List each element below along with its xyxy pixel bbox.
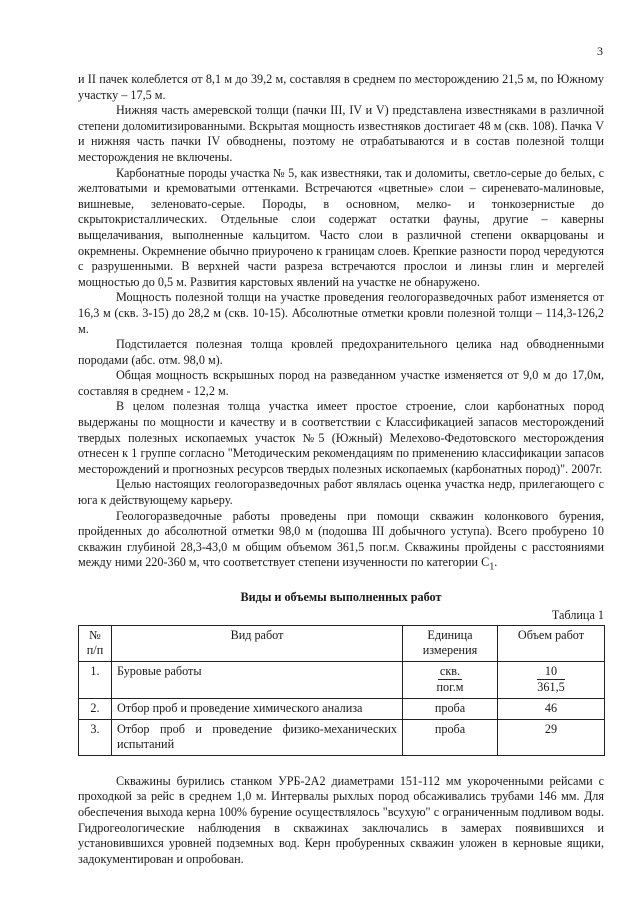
- paragraph: Мощность полезной толщи на участке проведения геологоразведочных работ изменяется от 16,3 м (скв. 3-15) до 28,2 м (скв. 10-15). Абсолютные отметки кровли полезной толщи – 114,3-126,2 м.: [78, 290, 604, 336]
- cell-num: 3.: [79, 719, 112, 755]
- paragraph-text: Геологоразведочные работы проведены при помощи скважин колонкового бурения, пройденных до абсолютной отметки 98,0 м (подошва III добычного уступа). Всего пробурено 10 скважин глубиной 28,3-43,0 м общим объемом 361,5 пог.м. Скважины пройдены с расстояниями между ними 220-360 м, что соответствует степени изученности по категории С: [78, 508, 604, 570]
- cell-num: 1.: [79, 661, 112, 698]
- volume-numerator: 10: [537, 664, 565, 681]
- cell-volume: 46: [498, 699, 605, 720]
- cell-volume: 29: [498, 719, 605, 755]
- paragraph: Подстилается полезная толща кровлей предохранительного целика над обводненными породами (абс. отм. 98,0 м).: [78, 337, 604, 367]
- unit-numerator: скв.: [438, 664, 462, 681]
- paragraph: Нижняя часть амеревской толщи (пачки III, IV и V) представлена известняками в различной степени доломитизированными. Вскрытая мощность известняков достигает 48 м (скв. 108). Пачка V и нижняя часть пачки IV обводнены, поэтому не отрабатываются и в состав полезной толщи месторождения не включены.: [78, 103, 604, 164]
- header-num: № п/п: [79, 625, 112, 661]
- paragraph: Целью настоящих геологоразведочных работ являлась оценка участка недр, прилегающего с юга к действующему карьеру.: [78, 477, 604, 508]
- table-row: [79, 661, 605, 698]
- unit-denominator: пог.м: [436, 680, 464, 695]
- paragraph-tail: .: [494, 555, 498, 570]
- cell-unit: проба: [403, 699, 498, 720]
- paragraph: В целом полезная толща участка имеет простое строение, слои карбонатных пород выдержаны по мощности и качеству и в соответствии с Классификацией запасов месторождений твердых полезных ископаемых участок №5 (Южный) Мелехово-Федотовского месторождения отнесен к 1 группе согласно "Методическим рекомендациям по применению классификации запасов месторождений и прогнозных ресурсов твердых полезных ископаемых (карбонатных пород)". 2007г.: [78, 399, 604, 476]
- table-title: Виды и объемы выполненных работ: [240, 590, 442, 605]
- cell-unit: проба: [403, 719, 498, 755]
- paragraph: Скважины бурились станком УРБ-2А2 диаметрами 151-112 мм укороченными рейсами с проходкой за рейс в среднем 1,0 м. Интервалы рыхлых пород обсаживались трубами 146 мм. Для обеспечения выхода керна 100% бурение осуществлялось "всухую" с ограниченным подливом воды. Гидрогеологические наблюдения в скважинах заключались в замерах появившихся и установившихся уровней подземных вод. Керн пробуренных скважин уложен в керновые ящики, задокументирован и опробован.: [78, 773, 604, 866]
- page-number: 3: [597, 44, 603, 58]
- cell-work: Буровые работы: [112, 661, 403, 698]
- volume-denominator: 361,5: [537, 680, 565, 695]
- table-label: Таблица 1: [551, 608, 604, 623]
- paragraph: Карбонатные породы участка № 5, как известняки, так и доломиты, светло-серые до белых, с желтоватыми и кремоватыми оттенками. Встречаются «цветные» слои – сиреневато-малиновые, вишневые, зеленовато-серые. Породы, в основном, мелко- и тонкозернистые до скрытокристаллических. Отдельные слои содержат остатки фауны, другие – каверны выщелачивания, выполненные кальцитом. Часто слои в различной степени окварцованы и окремнены. Окремнение обычно приурочено к границам слоев. Крепкие разности пород чередуются с разрушенными. В верхней части разреза встречаются прослои и линзы глин и мергелей мощностью до 0,5 м. Развития карстовых явлений на участке не обнаружено.: [78, 165, 604, 289]
- table-row: [79, 719, 605, 755]
- header-unit: Единица измерения: [403, 625, 498, 661]
- header-work: Вид работ: [112, 625, 403, 661]
- works-table: [78, 625, 605, 756]
- paragraph: Общая мощность вскрышных пород на разведанном участке изменяется от 9,0 м до 17,0м, составляя в среднем - 12,2 м.: [78, 368, 604, 398]
- paragraph: [78, 509, 604, 576]
- cell-work: Отбор проб и проведение химического анализа: [112, 699, 403, 720]
- cell-volume: [498, 661, 605, 698]
- cell-unit: [403, 661, 498, 698]
- table-row: [79, 699, 605, 720]
- document-body: [78, 72, 604, 867]
- cell-work: Отбор проб и проведение физико-механических испытаний: [112, 719, 403, 755]
- paragraph: и II пачек колеблется от 8,1 м до 39,2 м, составляя в среднем по месторождению 21,5 м, по Южному участку – 17,5 м.: [78, 72, 604, 102]
- header-volume: Объем работ: [498, 625, 605, 661]
- cell-num: 2.: [79, 699, 112, 720]
- table-header-row: [79, 625, 605, 661]
- category-subscript: 1: [489, 561, 495, 573]
